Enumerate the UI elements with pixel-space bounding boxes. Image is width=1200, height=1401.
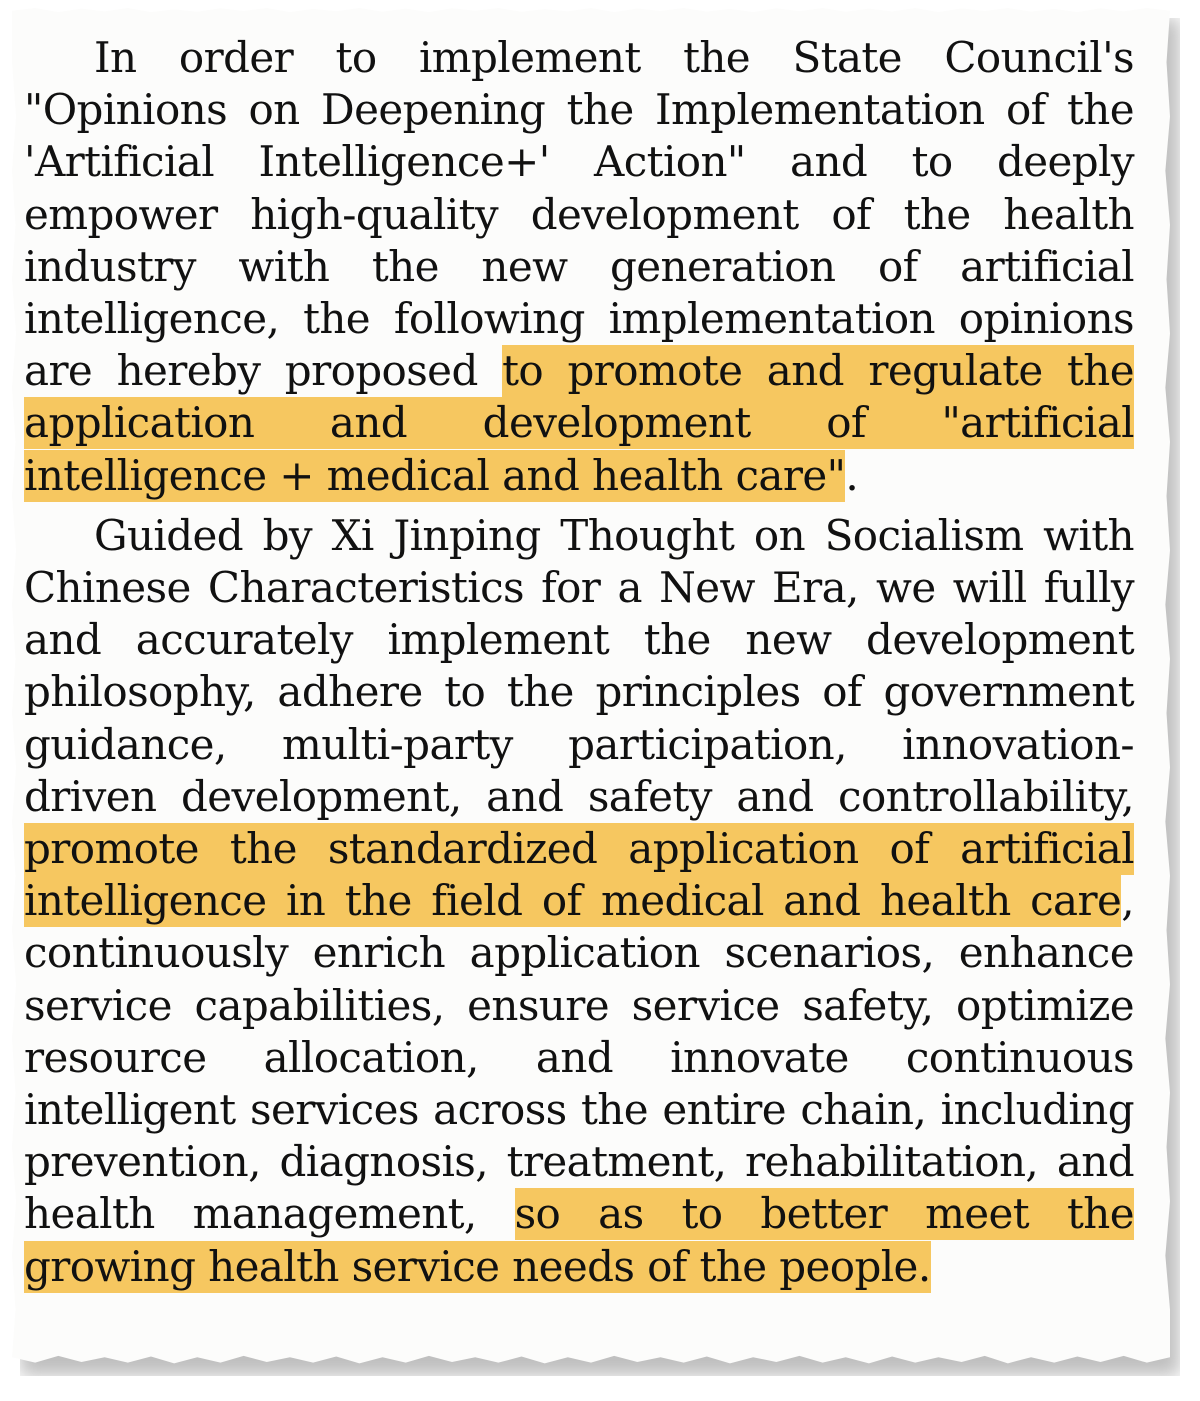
paragraph-2-text: , continuously enrich application scenarios, enhance service capabilities, ensure service safety, optimize resource allocation, and innovate continuous intelligent services across the entire chain, including prevention, diagnosis, treatment, rehabilitation, and health management, [24, 876, 1134, 1239]
highlighted-phrase: so as to better meet the growing health service needs of the people. [24, 1189, 1134, 1291]
highlighted-phrase: to promote and regulate the application and development of "artificial intelligence + medical and health care" [24, 346, 1134, 500]
paragraph-1-text: . [845, 450, 859, 500]
paragraph-2-text: Guided by Xi Jinping Thought on Socialism with Chinese Characteristics for a New Era, we will fully and accurately implement the new development philosophy, adhere to the principles of government guidance, multi-party participation, innovation-driven development, and safety and controllability, [24, 510, 1134, 821]
paragraph-1-text: In order to implement the State Council's "Opinions on Deepening the Implementation of the 'Artificial Intelligence+' Action" and to deeply empower high-quality development of the health industry with the new generation of artificial intelligence, the following implementation opinions are hereby proposed [24, 33, 1134, 396]
paragraph-1 [24, 32, 1134, 502]
paragraph-2 [24, 510, 1134, 1293]
highlighted-phrase: promote the standardized application of artificial intelligence in the field of medical and health care [24, 824, 1134, 926]
document-text-body [24, 32, 1134, 1293]
